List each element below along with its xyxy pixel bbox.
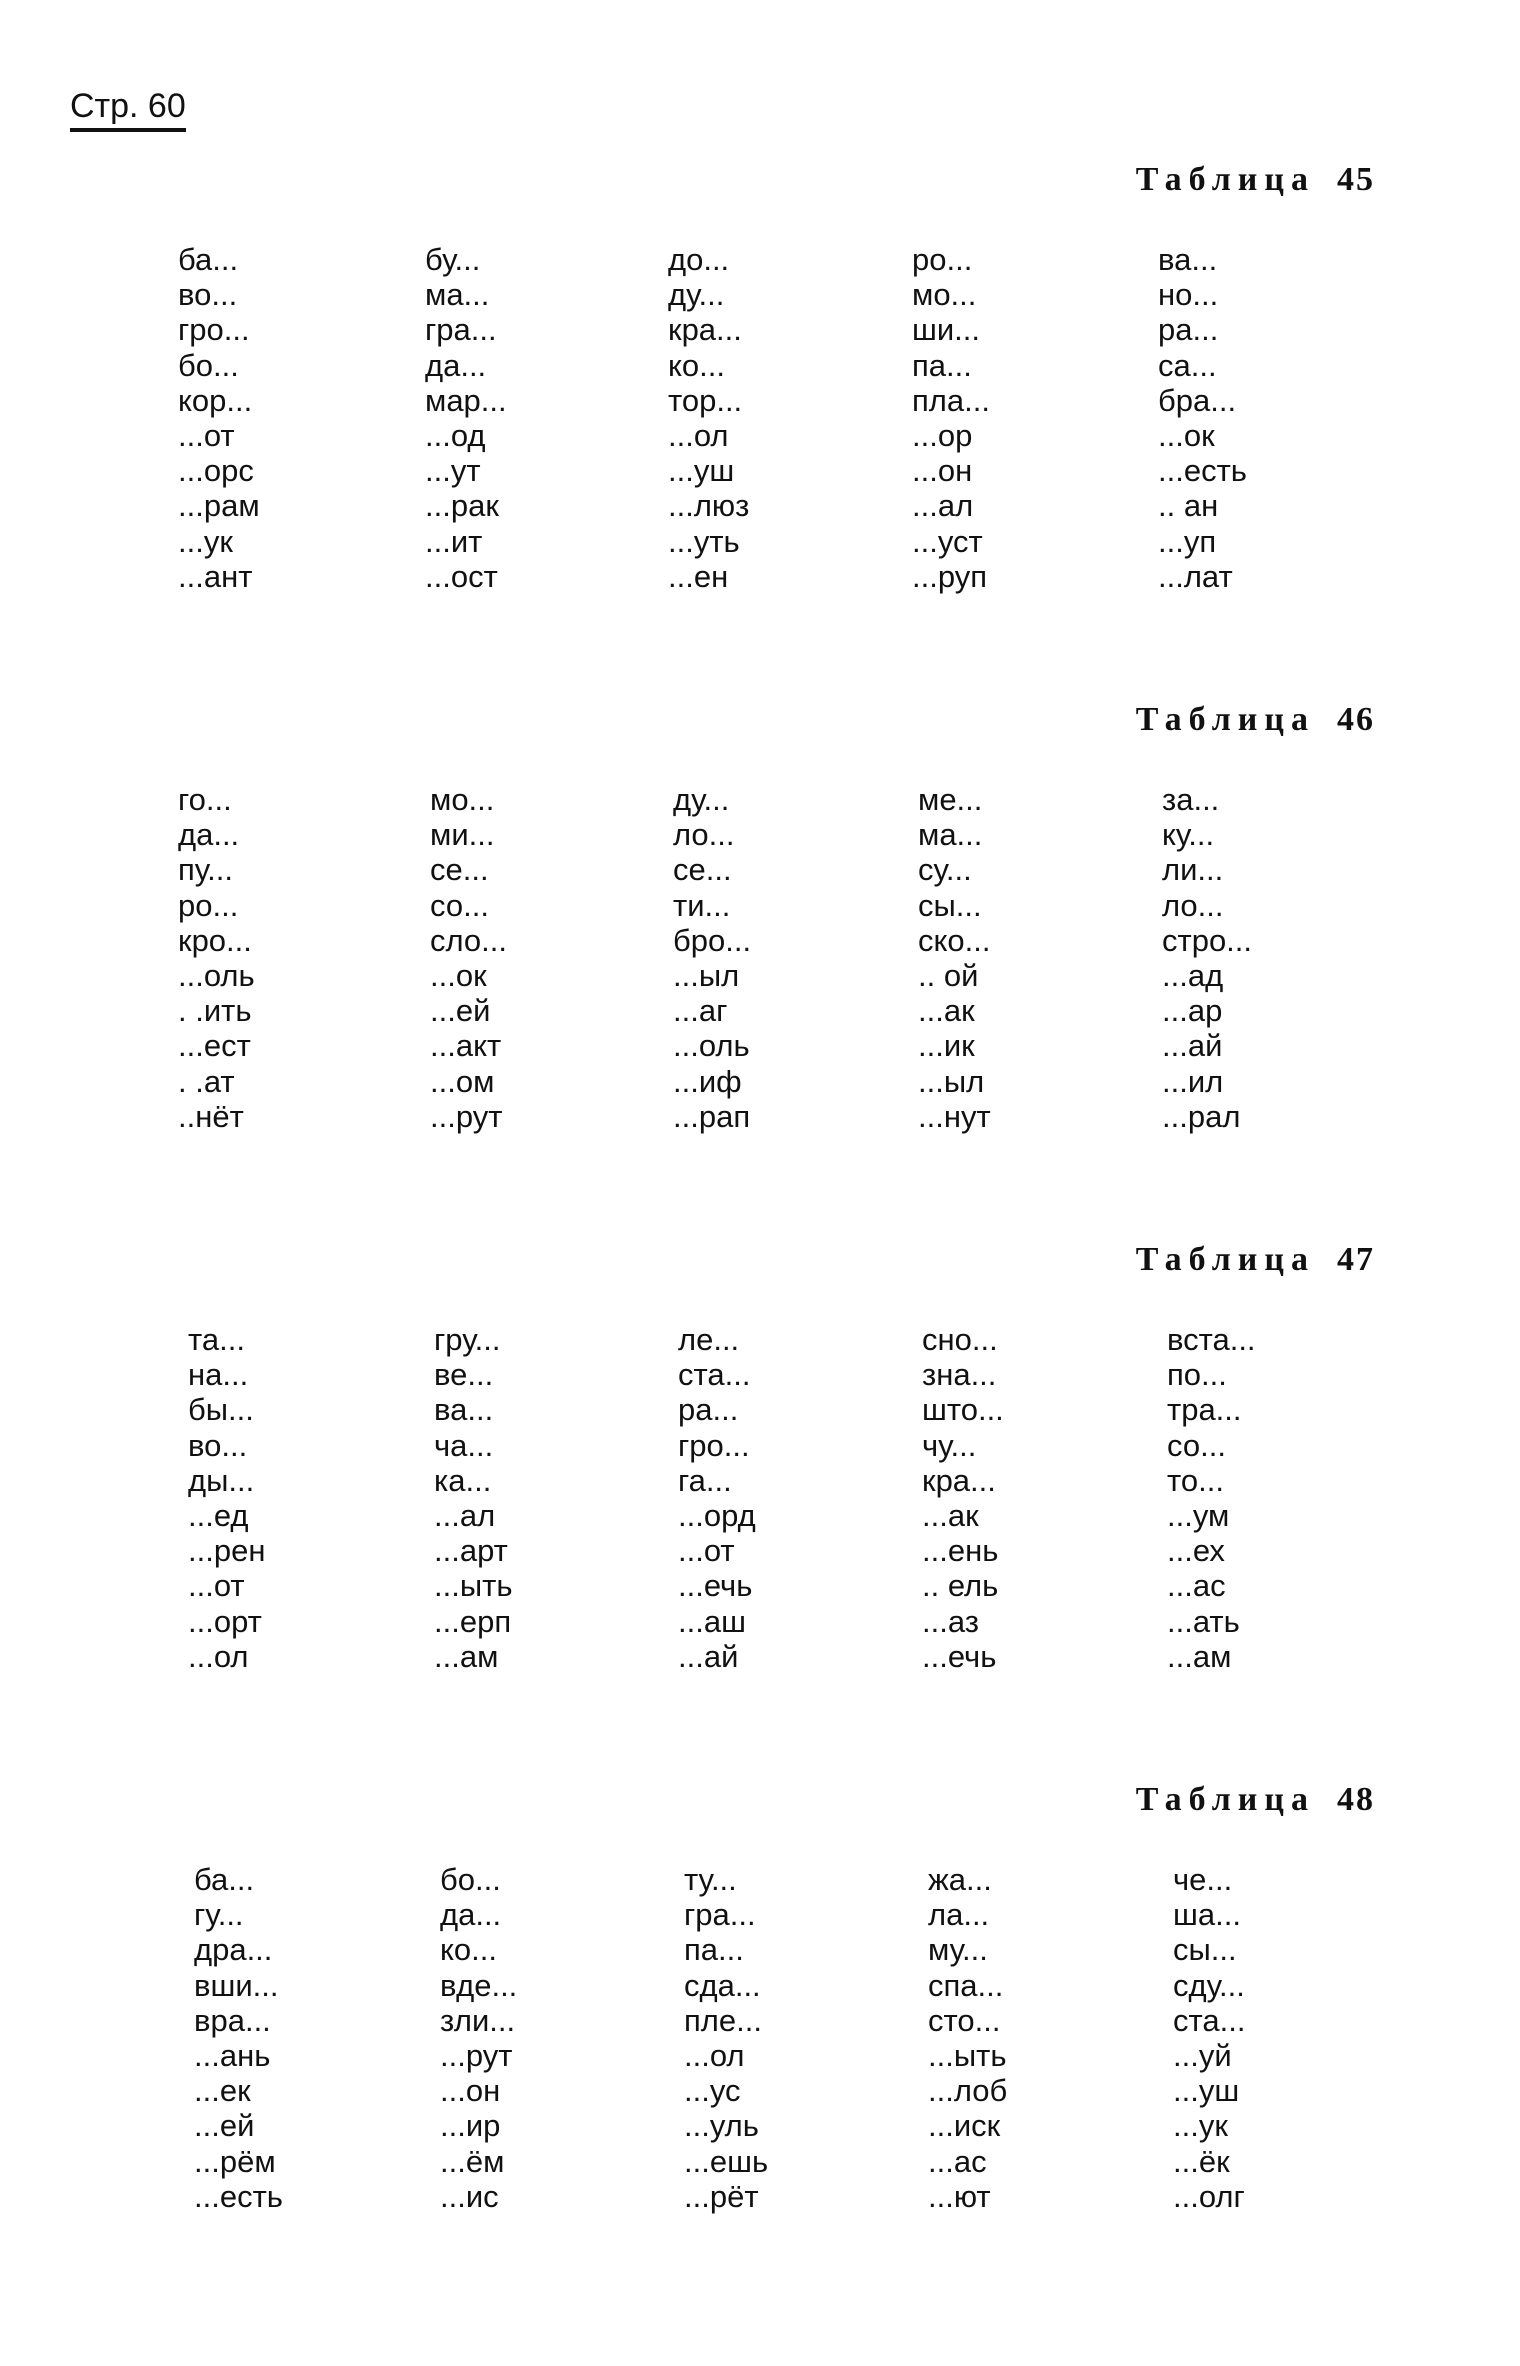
syllable-item: ...ас [928, 2143, 987, 2179]
syllable-item: ...ир [440, 2108, 501, 2144]
syllable-item: на... [188, 1357, 249, 1393]
table-number: 47 [1337, 1241, 1375, 1278]
syllable-item: су... [918, 852, 972, 888]
syllable-item: ро... [178, 887, 239, 923]
syllable-item: ...ань [194, 2037, 271, 2073]
syllable-item: сы... [918, 887, 982, 923]
table-number: 45 [1337, 161, 1375, 198]
word-column [425, 242, 645, 594]
syllable-item: .. ель [922, 1568, 999, 1604]
syllable-item: ...ак [922, 1497, 979, 1533]
syllable-item: ...ёк [1173, 2143, 1230, 2179]
page-number: Стр. 60 [70, 86, 186, 132]
word-column [918, 782, 1138, 1134]
syllable-item: ...од [425, 417, 486, 453]
syllable-item: ...уш [1173, 2073, 1240, 2109]
syllable-item: ко... [668, 347, 725, 383]
syllable-item: ду... [673, 782, 730, 817]
syllable-item: ...олг [1173, 2178, 1245, 2214]
syllable-item: да... [425, 347, 487, 383]
syllable-item: дра... [194, 1932, 273, 1968]
syllable-item: ...орт [188, 1603, 262, 1639]
syllable-item: сду... [1173, 1967, 1245, 2003]
syllable-item: ...ук [178, 523, 233, 559]
syllable-item: ду... [668, 277, 725, 313]
table-title-word: Таблица [1135, 701, 1315, 738]
syllable-item: ...ам [1167, 1638, 1232, 1674]
syllable-item: чу... [922, 1427, 977, 1463]
syllable-item: ра... [1158, 312, 1219, 348]
syllable-item: ма... [918, 817, 983, 853]
syllable-item: ...есть [1158, 453, 1247, 489]
syllable-item: ...ечь [678, 1568, 753, 1604]
syllable-item: гро... [178, 312, 250, 348]
syllable-item: ло... [1162, 887, 1224, 923]
word-column [912, 242, 1132, 594]
word-column [668, 242, 888, 594]
syllable-item: ...аг [673, 993, 728, 1029]
syllable-item: .. ой [918, 957, 979, 993]
syllable-item: по... [1167, 1357, 1227, 1393]
word-column [684, 1862, 904, 2214]
syllable-item: ...ей [430, 993, 491, 1029]
syllable-item: ...ум [1167, 1497, 1230, 1533]
word-column [1167, 1322, 1387, 1674]
syllable-item: ...рут [430, 1098, 503, 1134]
table-title-word: Таблица [1135, 1781, 1315, 1818]
syllable-item: ско... [918, 922, 991, 958]
syllable-item: ...он [912, 453, 973, 489]
syllable-item: та... [188, 1322, 245, 1357]
syllable-item: ли... [1162, 852, 1224, 888]
syllable-item: ...рен [188, 1533, 266, 1569]
syllable-item: ...от [678, 1533, 735, 1569]
syllable-item: ...руп [912, 558, 988, 594]
syllable-item: гру... [434, 1322, 501, 1357]
syllable-item: ...ол [188, 1638, 249, 1674]
table-title [1136, 1780, 1375, 1820]
syllable-item: во... [188, 1427, 248, 1463]
syllable-item: ...ень [922, 1533, 999, 1569]
syllable-item: сто... [928, 2002, 1001, 2038]
syllable-item: во... [178, 277, 238, 313]
word-column [178, 242, 398, 594]
syllable-item: спа... [928, 1967, 1004, 2003]
syllable-item: ...уст [912, 523, 983, 559]
word-column [1158, 242, 1378, 594]
word-column [1162, 782, 1382, 1134]
syllable-item: му... [928, 1932, 988, 1968]
word-column [678, 1322, 898, 1674]
syllable-item: ...от [178, 417, 235, 453]
syllable-item: па... [684, 1932, 744, 1968]
syllable-item: ...уть [668, 523, 740, 559]
syllable-item: се... [673, 852, 732, 888]
syllable-item: ...лат [1158, 558, 1233, 594]
syllable-item: са... [1158, 347, 1217, 383]
syllable-item: ...уль [684, 2108, 759, 2144]
syllable-item: га... [678, 1462, 732, 1498]
syllable-item: ...аз [922, 1603, 979, 1639]
syllable-item: ста... [678, 1357, 751, 1393]
syllable-item: ка... [434, 1462, 492, 1498]
syllable-item: зли... [440, 2002, 516, 2038]
syllable-item: ...ит [425, 523, 483, 559]
syllable-item: ..нёт [178, 1098, 244, 1134]
syllable-item: мо... [912, 277, 977, 313]
syllable-item: ...ыл [673, 957, 740, 993]
syllable-item: го... [178, 782, 232, 817]
syllable-item: . .ат [178, 1063, 235, 1099]
syllable-item: . .ить [178, 993, 252, 1029]
syllable-item: ...ост [425, 558, 498, 594]
syllable-item: пле... [684, 2002, 762, 2038]
syllable-item: вра... [194, 2002, 271, 2038]
word-table-48 [0, 1780, 1520, 2280]
syllable-item: че... [1173, 1862, 1233, 1897]
syllable-item: ...ай [1162, 1028, 1223, 1064]
syllable-item: ...ём [440, 2143, 505, 2179]
syllable-item: ти... [673, 887, 731, 923]
syllable-item: ...аш [678, 1603, 746, 1639]
syllable-item: ...ад [1162, 957, 1224, 993]
syllable-item: ку... [1162, 817, 1215, 853]
syllable-item: .. ан [1158, 488, 1219, 524]
syllable-item: гро... [678, 1427, 750, 1463]
syllable-item: кор... [178, 382, 253, 418]
syllable-item: вде... [440, 1967, 518, 2003]
syllable-item: ...ать [1167, 1603, 1240, 1639]
syllable-item: ...ам [434, 1638, 499, 1674]
word-table-47 [0, 1240, 1520, 1740]
syllable-item: ...ек [194, 2073, 251, 2109]
syllable-item: ...ил [1162, 1063, 1224, 1099]
syllable-item: ...уп [1158, 523, 1217, 559]
syllable-item: ва... [434, 1392, 494, 1428]
syllable-item: ...рут [440, 2037, 513, 2073]
word-table-46 [0, 700, 1520, 1200]
word-column [440, 1862, 660, 2214]
syllable-item: ба... [194, 1862, 255, 1897]
syllable-item: ...ыть [434, 1568, 513, 1604]
syllable-item: кра... [922, 1462, 996, 1498]
syllable-item: ...рём [194, 2143, 276, 2179]
syllable-item: ...ик [918, 1028, 975, 1064]
syllable-item: ...ал [434, 1497, 496, 1533]
syllable-item: ...ар [1162, 993, 1223, 1029]
syllable-item: ...ас [1167, 1568, 1226, 1604]
syllable-item: ...рёт [684, 2178, 759, 2214]
syllable-item: ...ыть [928, 2037, 1007, 2073]
syllable-item: сда... [684, 1967, 761, 2003]
syllable-item: ла... [928, 1897, 990, 1933]
table-title [1136, 160, 1375, 200]
syllable-item: ...есть [194, 2178, 283, 2214]
syllable-item: ...ыл [918, 1063, 985, 1099]
syllable-item: мар... [425, 382, 507, 418]
syllable-item: ...люз [668, 488, 750, 524]
word-column [673, 782, 893, 1134]
syllable-item: ...ут [425, 453, 481, 489]
word-column [178, 782, 398, 1134]
syllable-item: бра... [1158, 382, 1237, 418]
syllable-item: ...рал [1162, 1098, 1241, 1134]
syllable-item: ста... [1173, 2002, 1246, 2038]
syllable-item: ...ест [178, 1028, 251, 1064]
syllable-item: до... [668, 242, 730, 277]
syllable-item: тор... [668, 382, 743, 418]
syllable-item: бро... [673, 922, 752, 958]
syllable-item: ...ешь [684, 2143, 769, 2179]
syllable-item: ве... [434, 1357, 494, 1393]
syllable-item: ...иск [928, 2108, 1001, 2144]
syllable-item: ...ал [912, 488, 974, 524]
syllable-item: ...акт [430, 1028, 502, 1064]
syllable-item: ...ис [440, 2178, 499, 2214]
syllable-item: ши... [912, 312, 981, 348]
syllable-item: со... [1167, 1427, 1226, 1463]
syllable-item: ...ок [1158, 417, 1215, 453]
syllable-item: за... [1162, 782, 1220, 817]
syllable-item: сы... [1173, 1932, 1237, 1968]
syllable-item: ма... [425, 277, 490, 313]
syllable-item: ...уй [1173, 2037, 1232, 2073]
word-column [928, 1862, 1148, 2214]
syllable-item: пла... [912, 382, 990, 418]
syllable-item: гра... [684, 1897, 756, 1933]
syllable-item: се... [430, 852, 489, 888]
table-title [1136, 1240, 1375, 1280]
syllable-item: ...ол [668, 417, 729, 453]
syllable-item: ...рап [673, 1098, 751, 1134]
syllable-item: ...ак [918, 993, 975, 1029]
syllable-item: ...орс [178, 453, 254, 489]
syllable-item: ...ол [684, 2037, 745, 2073]
syllable-item: бу... [425, 242, 481, 277]
syllable-item: ...от [188, 1568, 245, 1604]
syllable-item: ...ай [678, 1638, 739, 1674]
syllable-item: ...ечь [922, 1638, 997, 1674]
syllable-item: вши... [194, 1967, 279, 2003]
syllable-item: тра... [1167, 1392, 1242, 1428]
syllable-item: ча... [434, 1427, 494, 1463]
syllable-item: ...ех [1167, 1533, 1225, 1569]
syllable-item: ...иф [673, 1063, 742, 1099]
syllable-item: гу... [194, 1897, 244, 1933]
word-column [430, 782, 650, 1134]
syllable-item: ...ерп [434, 1603, 512, 1639]
syllable-item: што... [922, 1392, 1004, 1428]
syllable-item: бо... [440, 1862, 501, 1897]
syllable-item: ...рам [178, 488, 260, 524]
word-column [188, 1322, 408, 1674]
syllable-item: ро... [912, 242, 973, 277]
syllable-item: ...лоб [928, 2073, 1008, 2109]
syllable-item: ва... [1158, 242, 1218, 277]
word-column [922, 1322, 1142, 1674]
syllable-item: ра... [678, 1392, 739, 1428]
table-number: 48 [1337, 1781, 1375, 1818]
syllable-item: сно... [922, 1322, 998, 1357]
syllable-item: да... [178, 817, 240, 853]
word-column [1173, 1862, 1393, 2214]
table-title-word: Таблица [1135, 161, 1315, 198]
syllable-item: па... [912, 347, 972, 383]
syllable-item: мо... [430, 782, 495, 817]
syllable-item: ды... [188, 1462, 255, 1498]
syllable-item: ко... [440, 1932, 497, 1968]
table-number: 46 [1337, 701, 1375, 738]
syllable-item: ...оль [673, 1028, 750, 1064]
syllable-item: ...ок [430, 957, 487, 993]
syllable-item: ло... [673, 817, 735, 853]
syllable-item: стро... [1162, 922, 1253, 958]
word-column [434, 1322, 654, 1674]
syllable-item: да... [440, 1897, 502, 1933]
syllable-item: ...арт [434, 1533, 508, 1569]
word-column [194, 1862, 414, 2214]
syllable-item: ...он [440, 2073, 501, 2109]
syllable-item: бы... [188, 1392, 254, 1428]
syllable-item: ...ен [668, 558, 729, 594]
syllable-item: сло... [430, 922, 508, 958]
syllable-item: со... [430, 887, 489, 923]
table-title-word: Таблица [1135, 1241, 1315, 1278]
syllable-item: ...ук [1173, 2108, 1228, 2144]
syllable-item: ...ом [430, 1063, 495, 1099]
syllable-item: ту... [684, 1862, 737, 1897]
syllable-item: ...рак [425, 488, 499, 524]
syllable-item: зна... [922, 1357, 997, 1393]
syllable-item: ...ант [178, 558, 253, 594]
syllable-item: ле... [678, 1322, 740, 1357]
word-table-45 [0, 160, 1520, 660]
syllable-item: ша... [1173, 1897, 1241, 1933]
syllable-item: пу... [178, 852, 234, 888]
syllable-item: ба... [178, 242, 239, 277]
syllable-item: ми... [430, 817, 495, 853]
syllable-item: жа... [928, 1862, 992, 1897]
syllable-item: гра... [425, 312, 497, 348]
syllable-item: ...оль [178, 957, 255, 993]
syllable-item: кро... [178, 922, 252, 958]
syllable-item: ме... [918, 782, 983, 817]
syllable-item: бо... [178, 347, 239, 383]
syllable-item: ...ей [194, 2108, 255, 2144]
table-title [1136, 700, 1375, 740]
syllable-item: но... [1158, 277, 1219, 313]
syllable-item: ...ус [684, 2073, 741, 2109]
syllable-item: кра... [668, 312, 742, 348]
syllable-item: то... [1167, 1462, 1224, 1498]
syllable-item: ...нут [918, 1098, 991, 1134]
syllable-item: ...орд [678, 1497, 756, 1533]
syllable-item: вста... [1167, 1322, 1256, 1357]
syllable-item: ...ор [912, 417, 973, 453]
syllable-item: ...ед [188, 1497, 249, 1533]
syllable-item: ...уш [668, 453, 735, 489]
syllable-item: ...ют [928, 2178, 991, 2214]
